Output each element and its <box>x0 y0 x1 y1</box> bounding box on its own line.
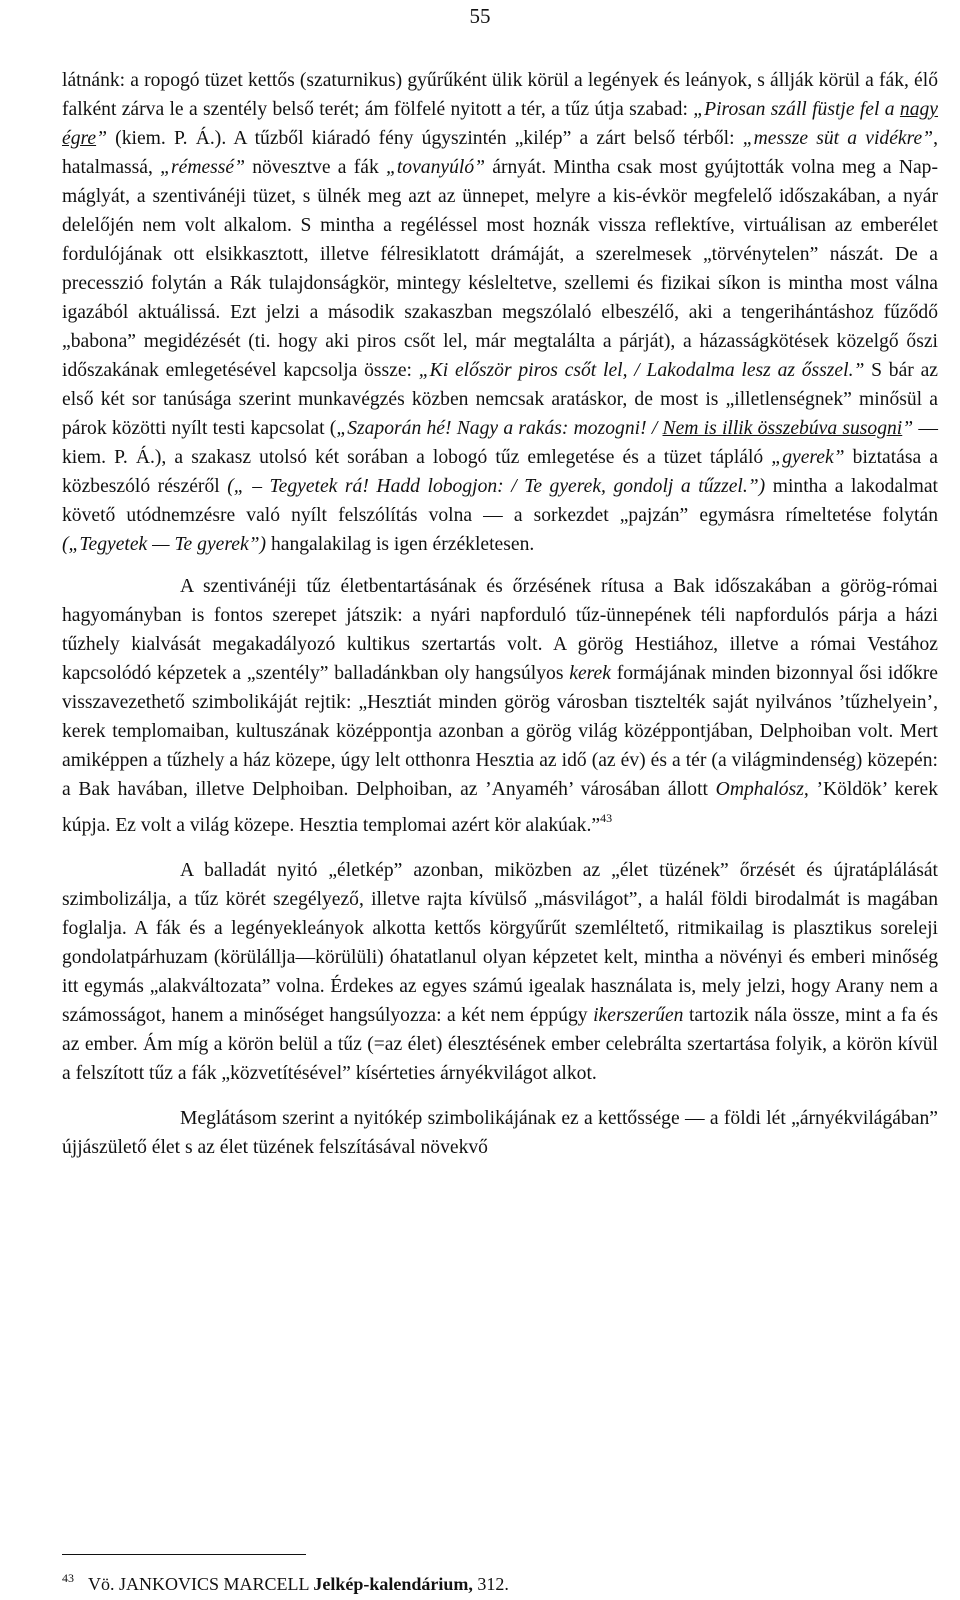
quote-run: („ – Tegyetek rá! Hadd lobogjon: / Te gyerek, gondolj a tűzzel.”) <box>227 476 766 497</box>
text-run: — kiem. P. Á.), a szakasz utolsó két sorában a lobogó tűz emlegetése és a tüzet tápláló <box>62 418 939 468</box>
quote-run: „messze süt a vidékre” <box>742 128 934 149</box>
emphasis-run: kerek <box>569 663 611 684</box>
paragraph-1 <box>62 66 938 559</box>
footnote-divider <box>62 1554 306 1555</box>
page-number: 55 <box>469 4 491 28</box>
underlined-run: nagy égre <box>62 99 938 149</box>
quote-run: „rémessé” <box>160 157 246 178</box>
text-run: , hatalmassá, <box>62 128 938 178</box>
paragraph-4 <box>62 1104 938 1162</box>
paragraph-2 <box>62 572 938 840</box>
text-run: biztatása a közbeszóló részéről <box>62 447 938 497</box>
footnote-text: Vö. JANKOVICS MARCELL <box>88 1574 314 1594</box>
text-run: Meglátásom szerint a nyitókép szimbolikájának ez a kettőssége — a földi lét „árnyékvilágában” újjászülető élet s az élet tüzének felszításával növekvő <box>62 1108 938 1158</box>
quote-run: („Tegyetek — Te gyerek”) <box>62 534 267 555</box>
quote-run: „Szaporán hé! Nagy a rakás: mozogni! / <box>336 418 663 439</box>
text-run: látnánk: a ropogó tüzet kettős (szaturnikus) gyűrűként ülik körül a legények és leányok, s állják körül a fák, élő falként zárva le a szentély belső terét; ám fölfelé nyitott a tér, a tűz útja szabad: <box>62 70 938 120</box>
text-run: mintha a lakodalmat követő utódnemzésre való nyílt felszólítás volna — a sorkezdet „pajzán” egymásra rímeltetése folytán <box>62 476 939 526</box>
underlined-run: Nem is illik összebúva susogni <box>662 418 903 439</box>
quote-run: ” <box>96 128 107 149</box>
quote-run: ” <box>902 418 914 439</box>
footnote-reference[interactable]: 43 <box>600 811 613 825</box>
text-run: A balladát nyitó „életkép” azonban, miközben az „élet tüzének” őrzését és újratáplálását szimbolizálja, a tűz körét szegélyező, illetve rajta kívülső „másvilágot”, a halál földi birodalmát is magában foglalja. A fák és a legényekleányok alkotta kettős körgyűrűt szemléltető, ritmikailag is plasztikus soreleji gondolatpárhuzam (körülállja—körülüli) óhatatlanul olyan képzetet kelt, mintha a növényi és emberi minőség itt egymás „alakváltozata” volna. Érdekes az egyes számú igealak használata is, mely jelzi, hogy Arany nem a számosságot, hanem a minőséget hangsúlyozza: a két nem éppúgy <box>62 860 938 1026</box>
quote-run: „Ki először piros csőt lel, / Lakodalma lesz az ősszel.” <box>418 360 865 381</box>
footnote-title: Jelkép-kalendárium, <box>313 1574 473 1594</box>
quote-run: „Pirosan száll füstje fel a <box>693 99 900 120</box>
emphasis-run: ikerszerűen <box>593 1005 684 1026</box>
underlined-quote-run <box>663 418 903 439</box>
text-run: tartozik nála össze, mint a fa és az ember. Ám míg a körön belül a tűz (=az élet) élesztésének ember celebrálta szertartása folyik, a körön kívül a felszított tűz a fák „közvetítésével” kísérteties árnyékvilágot alkot. <box>62 1005 938 1084</box>
text-run: ’Köldök’ kerek kúpja. Ez volt a világ közepe. Hesztia templomai azért kör alakúak.” <box>62 779 939 836</box>
footnote-page: 312. <box>472 1574 509 1594</box>
paragraph-3 <box>62 856 938 1088</box>
text-run: formájának minden bizonnyal ősi időkre visszavezethető szimbolikáját rejtik: „Hesztiát minden görög városban tisztelték saját nyilvános ’tűzhelyein’, kerek templomaiban, kultuszának középpontja azonban a görög világ középpontjában, Delphoiban volt. Mert amiképpen a tűzhely a ház közepe, úgy lelt otthonra Hesztia az idő (az év) és a tér (a világmindenség) közepén: a Bak havában, illetve Delphoiban. Delphoiban, az ’Anyaméh’ városában állott <box>62 663 938 800</box>
text-run: A szentivánéji tűz életbentartásának és őrzésének rítusa a Bak időszakában a görög-római hagyományban is fontos szerepet játszik: a nyári napforduló tűz-ünnepének téli napfordulós párja a házi tűzhely kialvását megakadályozó kultikus szertartás volt. A görög Hestiához, illetve a római Vestához kapcsolódó képzetek a „szentély” balladánkban oly hangsúlyos <box>62 576 938 684</box>
text-run: növesztve a fák <box>245 157 386 178</box>
quote-run: „tovanyúló” <box>385 157 486 178</box>
footnote <box>62 1566 938 1596</box>
quote-run: „gyerek” <box>771 447 845 468</box>
emphasis-run: Omphalósz, <box>715 779 809 800</box>
text-run: árnyát. Mintha csak most gyújtották volna meg a Nap-máglyát, a szentivánéji tüzet, s ülnék meg azt az ünnepet, melyre a kis-évkör megfelelő időszakában, a nyár delelőjén nem volt alkalom. S mintha a regéléssel most hoznák vissza reflektíve, virtuálisan az emberélet fordulójának ott elsikkasztott, illetve félresiklatott drámáját, a szerelmesek „törvénytelen” nászát. De a precesszió folytán a Rák tulajdonságkör, mintegy késleltetve, szellemi és fizikai síkon is mintha most válna igazából aktuálissá. Ezt jelzi a második szakaszban megszólaló elbeszélő, aki a tengerihántáshoz fűződő „babona” megidézését (ti. hogy aki piros csőt lel, már megtalálta a párját), a házasságkötések közelgő őszi időszakának emlegetésével kapcsolja össze: <box>62 157 938 381</box>
text-run: (kiem. P. Á.). A tűzből kiáradó fény úgyszintén „kilép” a zárt belső térből: <box>107 128 743 149</box>
body-text <box>62 66 938 1162</box>
text-run: S bár az első két sor tanúsága szerint munkavégzés közben nemcsak aratáskor, de most is „illetlenségnek” minősül a párok közötti nyílt testi kapcsolat ( <box>62 360 938 439</box>
text-run: hangalakilag is igen érzékletesen. <box>266 534 535 555</box>
footnote-number: 43 <box>62 1571 74 1585</box>
